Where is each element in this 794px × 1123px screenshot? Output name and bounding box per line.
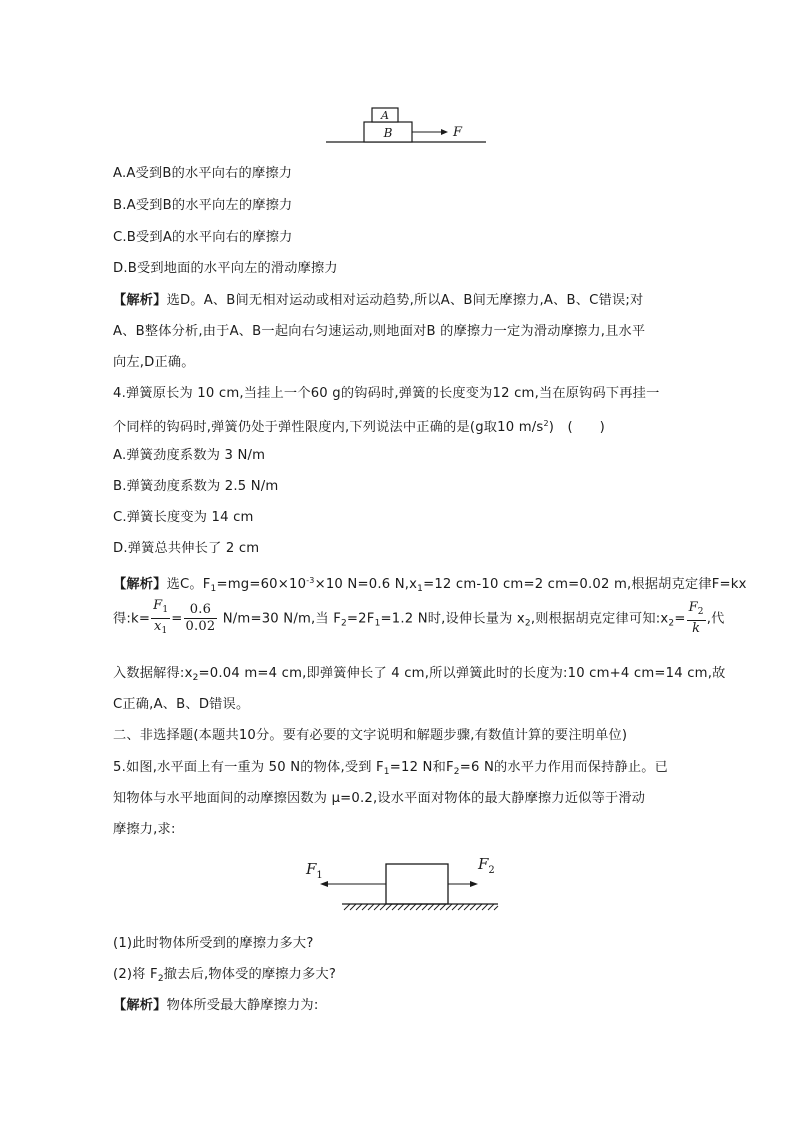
label-a: A xyxy=(381,109,389,122)
subscript: 1 xyxy=(383,767,390,777)
text: N/m=30 N/m,当 F xyxy=(218,611,341,627)
q4-superscript: 2 xyxy=(543,419,549,428)
subscript: 1 xyxy=(374,618,381,629)
fraction-numeric xyxy=(184,602,218,635)
text: (2)将 F xyxy=(113,967,158,982)
subscript: 2 xyxy=(697,607,704,617)
text: k xyxy=(692,621,701,636)
q5-stem-line1 xyxy=(113,757,668,783)
subscript: 1 xyxy=(210,584,217,594)
text: =mg=60×10 xyxy=(216,577,307,592)
q4-stem-line2 xyxy=(113,413,605,439)
fraction-f1-over-x1 xyxy=(151,598,170,639)
q4-option-d: D.弹簧总共伸长了 2 cm xyxy=(113,541,260,556)
analysis-tag: 【解析】 xyxy=(113,998,167,1013)
text: =12 cm-10 cm=2 cm=0.02 m,根据胡克定律F=kx xyxy=(423,577,747,592)
subscript: 2 xyxy=(157,974,164,984)
q4-analysis-line3 xyxy=(113,663,726,689)
subscript: 1 xyxy=(162,605,169,615)
figure-block-forces xyxy=(298,852,508,916)
q4-stem-tail: ) ( ) xyxy=(548,420,605,435)
q3-analysis-text: 选D。A、B间无相对运动或相对运动趋势,所以A、B间无摩擦力,A、B、C错误;对 xyxy=(166,293,644,308)
q3-option-c: C.B受到A的水平向右的摩擦力 xyxy=(113,230,293,245)
text: =2F xyxy=(346,611,375,627)
subscript: 2 xyxy=(453,767,460,777)
text: 0.02 xyxy=(185,619,216,634)
q4-option-a: A.弹簧劲度系数为 3 N/m xyxy=(113,448,266,463)
analysis-tag: 【解析】 xyxy=(113,293,167,308)
text: = xyxy=(171,611,183,627)
text: F xyxy=(688,600,698,615)
section-title: 二、非选择题(本题共10分。要有必要的文字说明和解题步骤,有数值计算的要注明单位) xyxy=(113,728,628,743)
q5-stem-line3: 摩擦力,求: xyxy=(113,822,176,837)
text: F xyxy=(153,598,163,613)
text: 0.6 xyxy=(184,602,218,619)
q3-analysis-line1 xyxy=(113,290,643,312)
fraction-f2-over-k xyxy=(687,600,706,637)
text: 物体所受最大静摩擦力为: xyxy=(166,998,319,1013)
q3-option-d: D.B受到地面的水平向左的滑动摩擦力 xyxy=(113,261,338,276)
text: =0.04 m=4 cm,即弹簧伸长了 4 cm,所以弹簧此时的长度为:10 cm+4 cm=14 cm,故 xyxy=(198,666,726,681)
q5-sub1: (1)此时物体所受到的摩擦力多大? xyxy=(113,936,314,951)
subscript: 2 xyxy=(524,618,531,629)
q4-analysis-line1 xyxy=(113,570,747,600)
label-f2: $F_2$ xyxy=(478,855,495,876)
label-f: F xyxy=(453,125,463,140)
text: =12 N和F xyxy=(389,760,454,775)
q4-analysis-line2 xyxy=(113,598,725,642)
q4-option-c: C.弹簧长度变为 14 cm xyxy=(113,510,254,525)
q3-option-a: A.A受到B的水平向右的摩擦力 xyxy=(113,166,293,181)
text: =1.2 N时,设伸长量为 x xyxy=(380,611,525,627)
text: 5.如图,水平面上有一重为 50 N的物体,受到 F xyxy=(113,760,384,775)
subscript: 1 xyxy=(161,626,168,636)
q5-analysis xyxy=(113,995,318,1017)
text: 撤去后,物体受的摩擦力多大? xyxy=(163,967,337,982)
subscript: 2 xyxy=(668,618,675,629)
q4-analysis-line4: C正确,A、B、D错误。 xyxy=(113,697,250,712)
q3-option-b: B.A受到B的水平向左的摩擦力 xyxy=(113,198,293,213)
label-b: B xyxy=(383,126,393,140)
figure-blocks-ab xyxy=(326,104,486,146)
text: ,则根据胡克定律可知:x xyxy=(530,611,669,627)
text: =6 N的水平力作用而保持静止。已 xyxy=(459,760,669,775)
q5-stem-line2: 知物体与水平地面间的动摩擦因数为 μ=0.2,设水平面对物体的最大静摩擦力近似等于滑动 xyxy=(113,791,646,806)
q4-option-b: B.弹簧劲度系数为 2.5 N/m xyxy=(113,479,279,494)
text: x xyxy=(153,619,162,634)
q4-stem-line1: 4.弹簧原长为 10 cm,当挂上一个60 g的钩码时,弹簧的长度变为12 cm,当在原钩码下再挂一 xyxy=(113,386,660,401)
subscript: 2 xyxy=(192,673,199,683)
text: 得:k= xyxy=(113,611,151,627)
q3-analysis-line2: A、B整体分析,由于A、B一起向右匀速运动,则地面对B 的摩擦力一定为滑动摩擦力,且水平 xyxy=(113,324,646,339)
superscript: -3 xyxy=(306,576,315,585)
arrow-head xyxy=(441,129,448,135)
ground-hatch xyxy=(344,904,498,910)
q5-sub2 xyxy=(113,964,336,990)
f1-arrow-head xyxy=(320,881,328,887)
text: ×10 N=0.6 N,x xyxy=(314,577,418,592)
text: 入数据解得:x xyxy=(113,666,193,681)
subscript: 1 xyxy=(417,584,424,594)
analysis-tag: 【解析】 xyxy=(113,577,167,592)
q3-analysis-line3: 向左,D正确。 xyxy=(113,355,195,370)
label-f1: $F_1$ xyxy=(306,860,323,881)
block xyxy=(386,864,448,904)
q4-stem-text: 个同样的钩码时,弹簧仍处于弹性限度内,下列说法中正确的是(g取10 m/s xyxy=(113,420,544,435)
text: = xyxy=(674,611,686,627)
text: 选C。F xyxy=(166,577,211,592)
f2-arrow-head xyxy=(470,881,478,887)
subscript: 2 xyxy=(340,618,347,629)
text: ,代 xyxy=(706,611,725,627)
